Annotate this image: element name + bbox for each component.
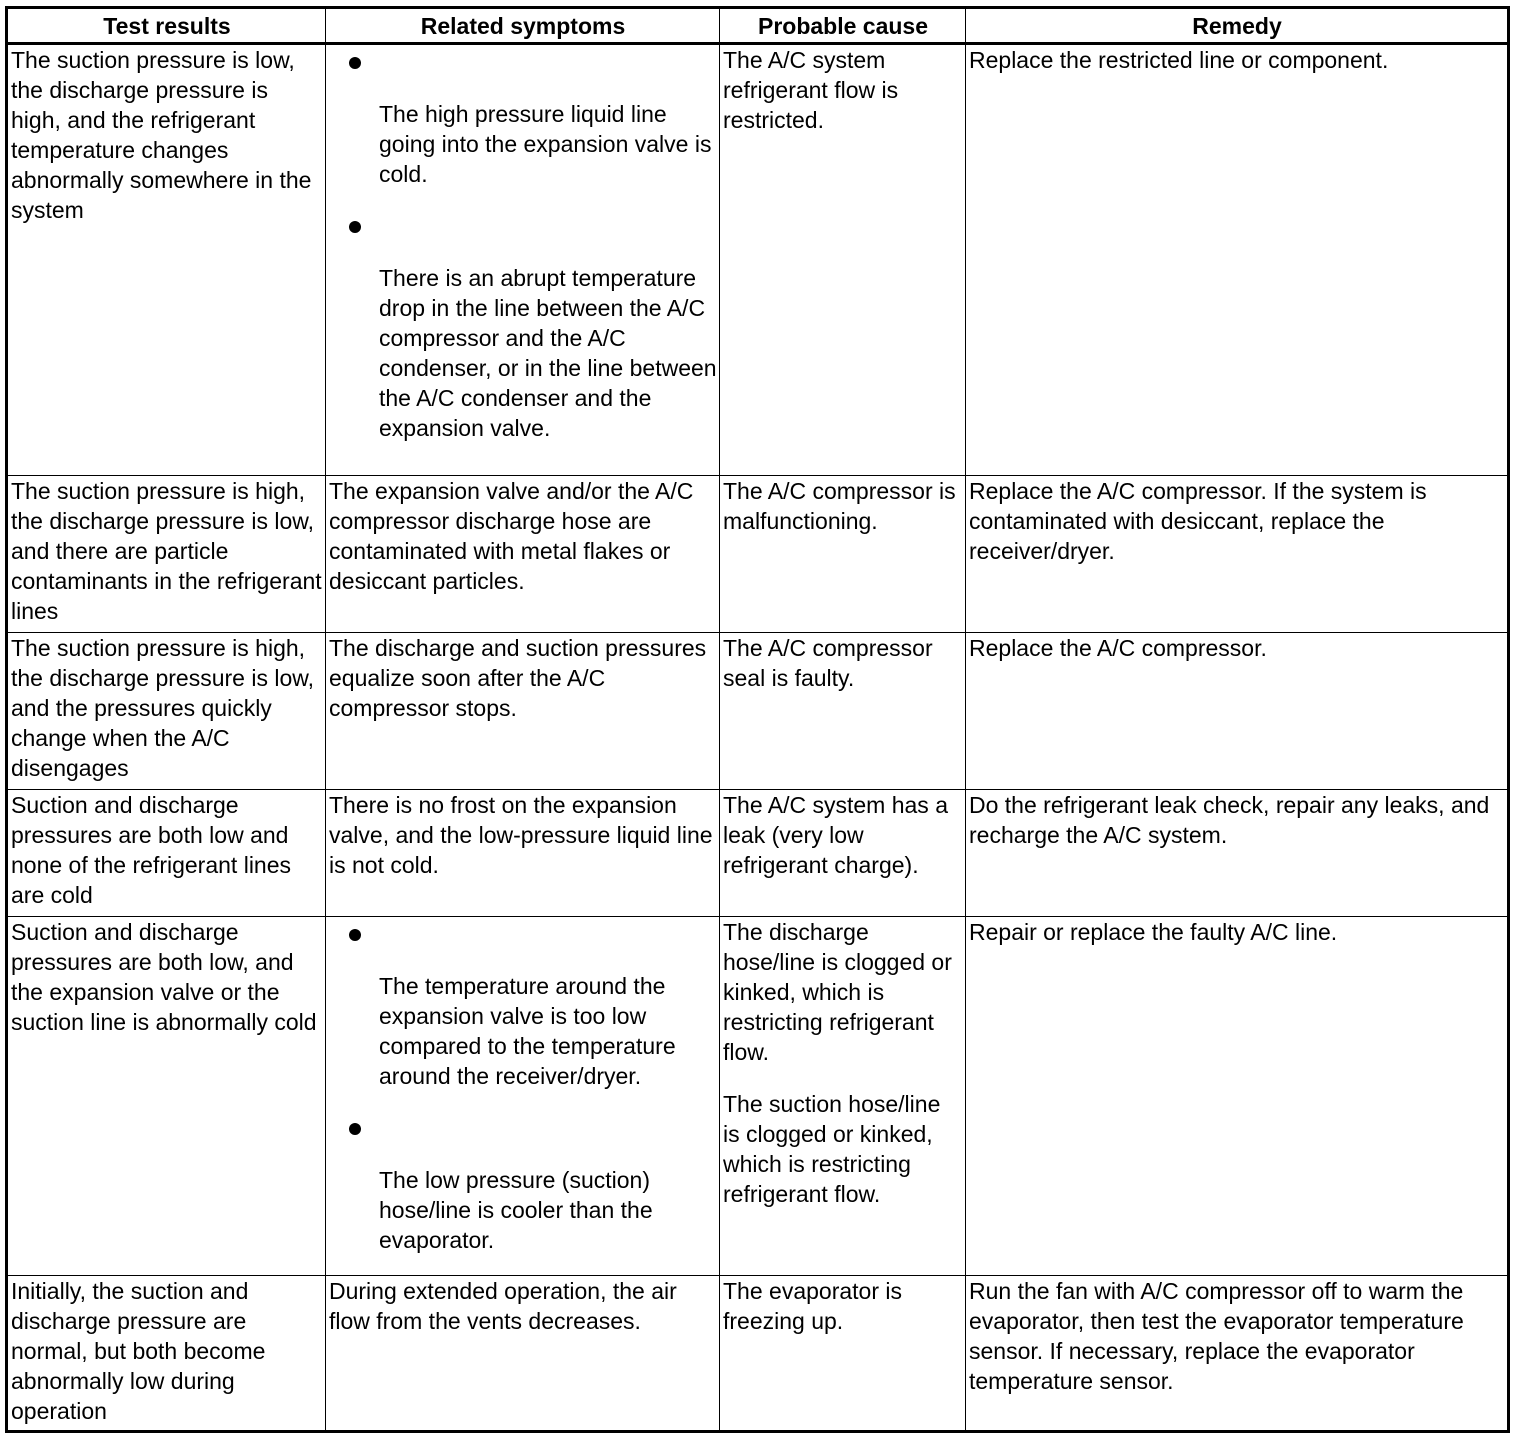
test-result-cell: Suction and discharge pressures are both low, and the expansion valve or the suction line is abnormally cold	[7, 917, 326, 1276]
bullet-item	[329, 929, 717, 1111]
bullet-icon	[349, 1123, 361, 1135]
bullet-item	[329, 221, 717, 463]
cause-cell: The A/C system has a leak (very low refrigerant charge).	[720, 790, 966, 917]
remedy-cell: Replace the A/C compressor.	[966, 633, 1509, 790]
cause-cell	[720, 917, 966, 1276]
header-row	[7, 8, 1509, 44]
symptoms-cell: The discharge and suction pressures equalize soon after the A/C compressor stops.	[326, 633, 720, 790]
remedy-cell: Replace the A/C compressor. If the system is contaminated with desiccant, replace the receiver/dryer.	[966, 476, 1509, 633]
bullet-item	[329, 1123, 717, 1275]
symptoms-cell: There is no frost on the expansion valve, and the low-pressure liquid line is not cold.	[326, 790, 720, 917]
test-result-cell: The suction pressure is high, the discharge pressure is low, and there are particle contaminants in the refrigerant lines	[7, 476, 326, 633]
test-result-cell: Initially, the suction and discharge pressure are normal, but both become abnormally low during operation	[7, 1276, 326, 1432]
test-result-cell: The suction pressure is low, the discharge pressure is high, and the refrigerant temperature changes abnormally somewhere in the system	[7, 44, 326, 476]
remedy-cell: Do the refrigerant leak check, repair any leaks, and recharge the A/C system.	[966, 790, 1509, 917]
symptoms-cell	[326, 917, 720, 1276]
header-probable-cause: Probable cause	[720, 8, 966, 44]
cause-paragraph: The discharge hose/line is clogged or kinked, which is restricting refrigerant flow.	[723, 919, 952, 1065]
test-result-cell: The suction pressure is high, the discharge pressure is low, and the pressures quickly change when the A/C disengages	[7, 633, 326, 790]
table-row	[7, 44, 1509, 476]
cause-cell: The A/C compressor is malfunctioning.	[720, 476, 966, 633]
remedy-cell: Replace the restricted line or component.	[966, 44, 1509, 476]
symptoms-cell: The expansion valve and/or the A/C compressor discharge hose are contaminated with metal flakes or desiccant particles.	[326, 476, 720, 633]
table-row	[7, 633, 1509, 790]
symptoms-cell: During extended operation, the air flow from the vents decreases.	[326, 1276, 720, 1432]
bullet-text: The high pressure liquid line going into the expansion valve is cold.	[379, 101, 712, 187]
bullet-text: The temperature around the expansion valve is too low compared to the temperature around the receiver/dryer.	[379, 973, 676, 1089]
remedy-cell: Run the fan with A/C compressor off to warm the evaporator, then test the evaporator temperature sensor. If necessary, replace the evaporator temperature sensor.	[966, 1276, 1509, 1432]
bullet-item	[329, 57, 717, 209]
header-remedy: Remedy	[966, 8, 1509, 44]
bullet-text: The low pressure (suction) hose/line is cooler than the evaporator.	[379, 1167, 653, 1253]
header-related-symptoms: Related symptoms	[326, 8, 720, 44]
table-row	[7, 790, 1509, 917]
bullet-text: There is an abrupt temperature drop in the line between the A/C compressor and the A/C condenser, or in the line between the A/C condenser and the expansion valve.	[379, 265, 717, 441]
symptoms-cell	[326, 44, 720, 476]
table-row	[7, 1276, 1509, 1432]
bullet-icon	[349, 221, 361, 233]
table-row	[7, 476, 1509, 633]
test-result-cell: Suction and discharge pressures are both low and none of the refrigerant lines are cold	[7, 790, 326, 917]
cause-cell: The evaporator is freezing up.	[720, 1276, 966, 1432]
bullet-icon	[349, 929, 361, 941]
cause-cell: The A/C system refrigerant flow is restricted.	[720, 44, 966, 476]
header-test-results: Test results	[7, 8, 326, 44]
bullet-icon	[349, 57, 361, 69]
remedy-cell: Repair or replace the faulty A/C line.	[966, 917, 1509, 1276]
troubleshooting-table	[5, 6, 1510, 1433]
table-row	[7, 917, 1509, 1276]
cause-cell: The A/C compressor seal is faulty.	[720, 633, 966, 790]
cause-paragraph: The suction hose/line is clogged or kinked, which is restricting refrigerant flow.	[723, 1091, 941, 1207]
